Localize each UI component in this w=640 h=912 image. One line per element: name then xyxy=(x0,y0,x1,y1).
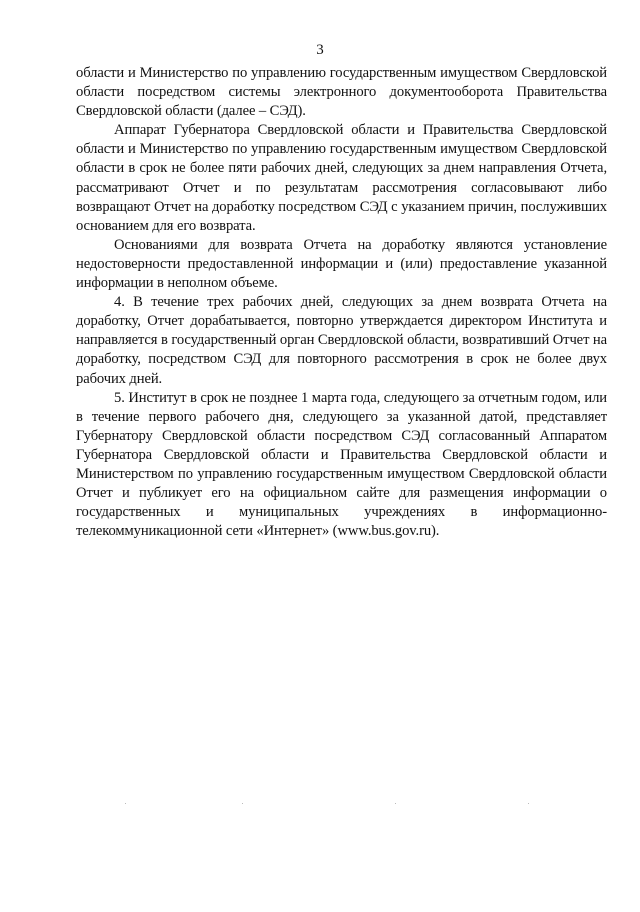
paragraph-item-4: 4. В течение трех рабочих дней, следующих за днем возврата Отчета на доработку, Отчет дорабатывается, повторно утверждается директором Института и направляется в государственный орган Свердловской области, возвративший Отчет на доработку, посредством СЭД для повторного рассмотрения в срок не более двух рабочих дней. xyxy=(76,294,607,387)
paragraph-item-5: 5. Институт в срок не позднее 1 марта года, следующего за отчетным годом, или в течение первого рабочего дня, следующего за указанной датой, представляет Губернатору Свердловской области посредством СЭД согласованный Аппаратом Губернатора Свердловской области и Правительства Свердловской области и Министерством по управлению государственным имуществом Свердловской области Отчет и публикует его на официальном сайте для размещения информации о государственных и муниципальных учреждениях в информационно-телекоммуникационной сети «Интернет» (www.bus.gov.ru). xyxy=(76,389,607,540)
scan-artifact xyxy=(242,803,243,804)
paragraph-review-procedure: Аппарат Губернатора Свердловской области и Правительства Свердловской области и Министерство по управлению государственным имуществом Свердловской области в срок не более пяти рабочих дней, следующих за днем направления Отчета, рассматривают Отчет и по результатам рассмотрения согласовывают либо возвращают Отчет на доработку посредством СЭД с указанием причин, послуживших основанием для его возврата. xyxy=(76,122,607,234)
paragraph-return-grounds: Основаниями для возврата Отчета на доработку являются установление недостоверности предоставленной информации и (или) предоставление указанной информации в неполном объеме. xyxy=(76,236,607,292)
scan-artifact xyxy=(125,803,126,804)
scan-artifact xyxy=(395,803,396,804)
document-body xyxy=(76,64,607,541)
page-number: 3 xyxy=(316,42,324,58)
paragraph-continuation: области и Министерство по управлению государственным имуществом Свердловской области посредством системы электронного документооборота Правительства Свердловской области (далее – СЭД). xyxy=(76,65,607,120)
scan-artifact xyxy=(528,803,529,804)
